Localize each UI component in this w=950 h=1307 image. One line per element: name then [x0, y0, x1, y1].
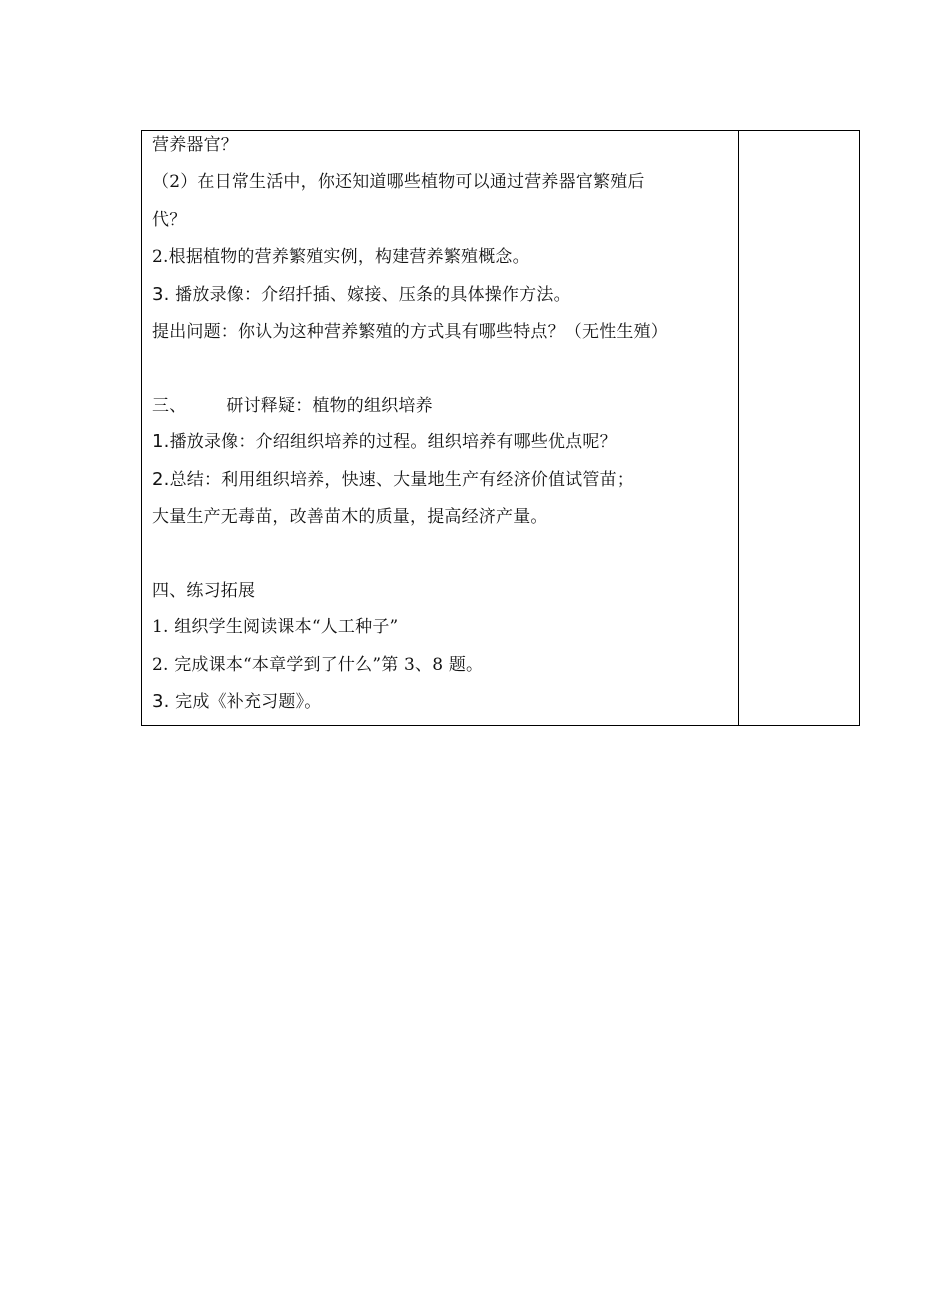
item-number: 2.: [152, 469, 170, 490]
text-line: [152, 692, 321, 712]
section-title: 研讨释疑：植物的组织培养: [226, 396, 433, 416]
text-line: 大量生产无毒苗，改善苗木的质量，提高经济产量。: [152, 507, 548, 527]
text-line: [152, 285, 571, 305]
text-line: 2.根据植物的营养繁殖实例，构建营养繁殖概念。: [152, 247, 530, 267]
item-text: 播放录像：介绍扦插、嫁接、压条的具体操作方法。: [169, 285, 571, 305]
content-cell: [142, 131, 739, 725]
section-heading: 四、练习拓展: [152, 581, 256, 601]
text-line: （2）在日常生活中，你还知道哪些植物可以通过营养器官繁殖后: [152, 172, 645, 192]
text-line: [152, 470, 634, 490]
item-text: 播放录像：介绍组织培养的过程。组织培养有哪些优点呢？: [169, 432, 617, 452]
item-number: 1.: [152, 431, 170, 452]
notes-cell: [739, 131, 859, 725]
section-heading: [152, 396, 433, 416]
lesson-table: [141, 130, 860, 726]
section-number: 三、: [152, 396, 187, 416]
text-line: 1. 组织学生阅读课本“人工种子”: [152, 617, 399, 637]
item-text: 总结：利用组织培养，快速、大量地生产有经济价值试管苗；: [169, 470, 634, 490]
text-line: 2. 完成课本“本章学到了什么”第 3、8 题。: [152, 655, 484, 675]
item-number: 3.: [152, 284, 170, 305]
text-line: 提出问题：你认为这种营养繁殖的方式具有哪些特点？（无性生殖）: [152, 322, 668, 342]
text-line: 营养器官？: [152, 135, 238, 155]
item-number: 3.: [152, 691, 170, 712]
text-line: 代？: [152, 210, 187, 230]
text-line: [152, 432, 617, 452]
item-text: 完成《补充习题》。: [169, 692, 322, 712]
